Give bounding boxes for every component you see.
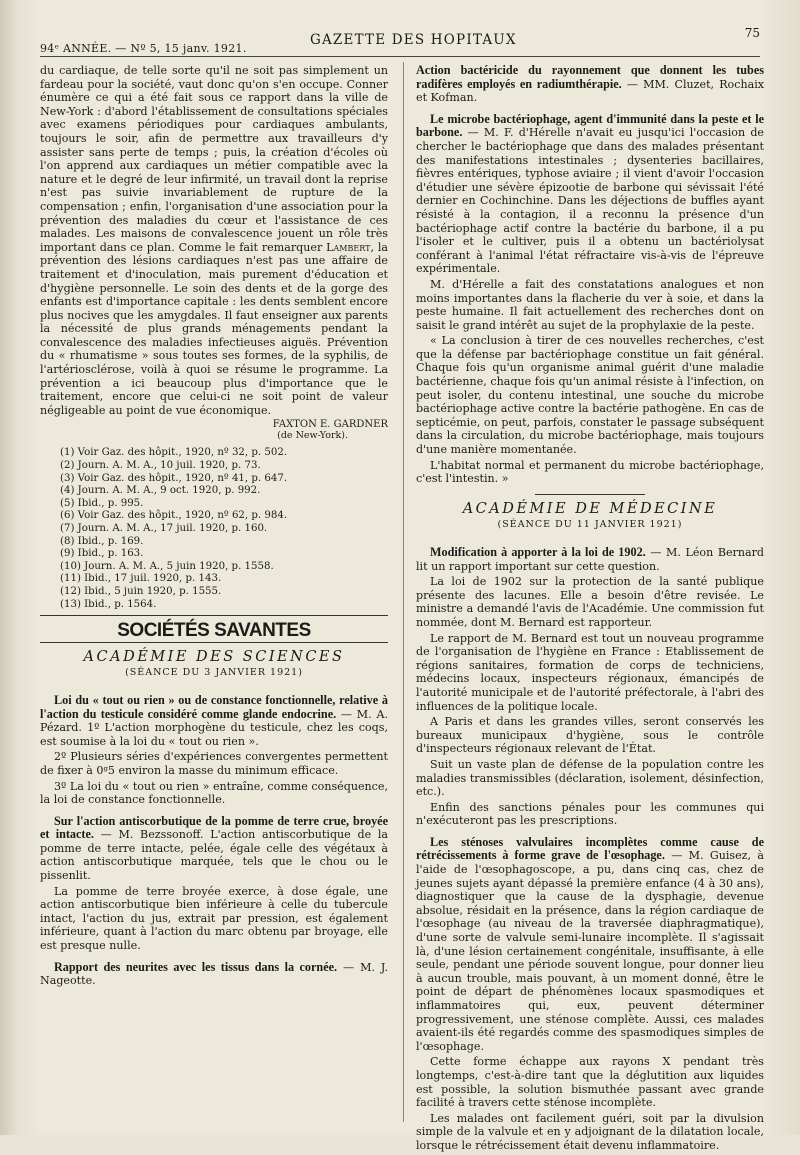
footnote: (3) Voir Gaz. des hôpit., 1920, nº 41, p. 647. [60, 472, 288, 484]
gardner-text-cont: , la prévention des lésions cardiaques n'est pas une affaire de traitement et d'inoculation, mais purement d'éducation et d'hygiène personnelle. Le soin des dents et de la gorge des enfants est d'importance capitale : les dents semblent encore plus nocives que les amygdales. Il faut enseigner aux parents la nécessité de plus grands ménagements pendant la convalescence des maladies infectieuses aiguës. Prévention du « rhumatisme » sous toutes ses formes, de la syphilis, de l'artériosclérose, voilà à quoi se résume le programme. La prévention a ici beaucoup plus d'importance que le traitement, encore que celui-ci ne soit point de valeur négligeable au point de vue économique. [40, 240, 389, 417]
antiscorb-heading: Sur l'action antiscorbutique de la pomme de terre crue, broyée et intacte. [40, 813, 388, 842]
microbe-p3: « La conclusion à tirer de ces nouvelles recherches, c'est que la défense par bactériophage constitue un fait général. Chaque fois qu'un organisme animal guérit d'une maladie bactérienne, chaque fois qu'un animal résiste à l'infection, on peut isoler, du contenu intestinal, une souche du microbe bactériophage active contre la bactérie pathogène. En cas de septicémie, on peut, parfois, constater le passage subséquent dans la circulation, du microbe bactériophage, mais toujours d'une manière momentanée. [416, 334, 764, 457]
footnote: (12) Ibid., 5 juin 1920, p. 1555. [60, 585, 222, 597]
stenoses-p3: Les malades ont facilement guéri, soit par la divulsion simple de la valvule et en y adjoignant de la dilatation locale, lorsque le rétrécissement était devenu inflammatoire. [416, 1111, 764, 1152]
microbe-heading: Le microbe bactériophage, agent d'immunité dans la peste et le barbone. [416, 111, 764, 140]
footnotes [60, 447, 388, 611]
footnote: (5) Ibid., p. 995. [60, 497, 144, 509]
section-title: SOCIÉTÉS SAVANTES [117, 620, 311, 642]
loi-article [40, 694, 388, 748]
right-column [416, 64, 764, 1155]
neurites-heading: Rapport des neurites avec les tissus dans la cornée. [54, 959, 338, 974]
loi-heading: Loi du « tout ou rien » ou de constance fonctionnelle, relative à l'action du testicule considéré comme glande endocrine. [40, 692, 388, 721]
footnote: (2) Journ. A. M. A., 10 juil. 1920, p. 73. [60, 460, 261, 472]
loi-p1: 1º L'action morphogène du testicule, chez les coqs, est soumise à la loi du « tout ou rien ». [40, 721, 389, 748]
footnote: (6) Voir Gaz. des hôpit., 1920, nº 62, p. 984. [60, 510, 288, 522]
loi-p2: 2º Plusieurs séries d'expériences convergentes permettent de fixer à 0ᵍ5 environ la masse du minimum efficace. [40, 750, 388, 777]
loi-p3: 3º La loi du « tout ou rien » entraîne, comme conséquence, la loi de constance fonctionnelle. [40, 779, 388, 807]
modif-article [416, 546, 764, 573]
antiscorb-p1: L'action antiscorbutique de la pomme de terre intacte, pelée, égale celle des végétaux à action antiscorbutique marquée, tels que le chou ou le pissenlit. [40, 828, 389, 883]
header-rule [40, 56, 760, 57]
modif-p5: Suit un vaste plan de défense de la population contre les maladies transmissibles (déclaration, isolement, désinfection, etc.). [416, 757, 764, 799]
footnote: (1) Voir Gaz. des hôpit., 1920, nº 32, p. 502. [60, 447, 288, 459]
academy-medecine-title: ACADÉMIE DE MÉDECINE [462, 500, 718, 517]
footnote: (7) Journ. A. M. A., 17 juil. 1920, p. 160. [60, 523, 268, 534]
stenoses-p1: à l'aide de l'œsophagoscope, a pu, dans cinq cas, chez de jeunes sujets ayant dépassé la première enfance (4 à 30 ans), diagnostiquer que la cause de la dysphagie, devenue absolue, résidait en la présence, dans la région cardiaque de l'œsophage (au niveau de la traversée diaphragmatique), d'une sorte de valvule semi-lunaire incomplète. Il s'agissait là, d'une lésion certainement congénitale, insuffisante, à elle seule, pendant une période souvent longue, pour donner lieu à aucun trouble, mais pouvant, à un moment donné, être le point de départ de phénomènes locaux spasmodiques et inflammatoires qui, eux, peuvent déterminer progressivement, une sténose complète. Aussi, ces malades avaient-ils été regardés comme des spasmodiques simples de l'œsophage. [416, 849, 764, 1053]
footnote: (13) Ibid., p. 1564. [60, 598, 157, 610]
modif-heading: Modification à apporter à la loi de 1902. [430, 545, 646, 559]
action-heading: Action bactéricide du rayonnement que donnent les tubes radifères employés en radiumthérapie. [416, 63, 764, 91]
antiscorb-author: — M. Bezssonoff. [93, 828, 211, 842]
microbe-author: — M. F. d'Hérelle [462, 126, 576, 140]
stenoses-article [416, 836, 764, 1054]
gardner-article-body [40, 64, 388, 417]
journal-title: GAZETTE DES HOPITAUX [310, 32, 517, 48]
stenoses-p2: Cette forme échappe aux rayons X pendant très longtemps, c'est-à-dire tant que la déglutition aux liquides est possible, la solution bismuthée passant avec grande facilité à travers cette sténose incomplète. [416, 1055, 764, 1110]
signature [40, 419, 388, 441]
action-article [416, 64, 764, 105]
footnote: (9) Ibid., p. 163. [60, 548, 144, 560]
footnote: (8) Ibid., p. 169. [60, 535, 144, 547]
page-header [40, 26, 760, 55]
seance-medecine: (SÉANCE DU 11 JANVIER 1921) [497, 519, 683, 531]
microbe-p4: L'habitat normal et permanent du microbe bactériophage, c'est l'intestin. » [416, 458, 764, 486]
signature-name: FAXTON E. GARDNER [272, 419, 388, 431]
modif-p3: Le rapport de M. Bernard est tout un nouveau programme de l'organisation de l'hygiène en France : Etablissement de régions sanitaires, formation de corps de techniciens, médecins locaux, inspecteurs régionaux, émancipés de l'autorité municipale et de l'autorité préfectorale, à l'abri des influences de la politique locale. [416, 631, 764, 713]
footnote: (10) Journ. A. M. A., 5 juin 1920, p. 1558. [60, 560, 274, 572]
separator-rule [535, 494, 645, 495]
stenoses-heading: Les sténoses valvulaires incomplètes comme cause de rétrécissements à forme grave de l'œsophage. [416, 834, 764, 863]
neurites-author: — M. J. Nageotte. [40, 960, 389, 988]
modif-p1: lit un rapport important sur cette question. [416, 559, 660, 573]
modif-author: — M. Léon Bernard [645, 546, 764, 559]
section-rule-bottom [40, 642, 388, 643]
antiscorb-article [40, 815, 388, 883]
gardner-text: du cardiaque, de telle sorte qu'il ne soit pas simplement un fardeau pour la société, vaut donc qu'on s'en occupe. Conner énumère ce qui a été fait sous ce rapport dans la ville de New-York : d'abord l'établissement de consultations spéciales avec examens périodiques pour cardiaques ambulants, toujours le soir, afin de permettre aux travailleurs d'y assister sans perte de temps ; puis, la création d'écoles où l'on apprend aux cardiaques un métier compatible avec la nature et le degré de leur infirmité, un travail dont la reprise n'est pas suivie invariablement de rupture de la compensation ; enfin, l'organisation d'une association pour la prévention des maladies du cœur et l'assistance de ces malades. Les maisons de convalescence jouent un rôle très important dans ce plan. Comme le fait remarquer [40, 64, 388, 254]
footnote: (11) Ibid., 17 juil. 1920, p. 143. [60, 573, 222, 585]
loi-author: — M. A. Pézard. [40, 707, 388, 735]
stenoses-author: — M. Guisez, [664, 849, 758, 863]
author-lambert: Lambert [326, 240, 371, 254]
signature-org: (de New-York). [277, 430, 348, 442]
left-column [40, 64, 388, 990]
section-rule-top [40, 615, 388, 616]
action-authors: — MM. Cluzet, Rochaix et Kofman. [416, 77, 765, 105]
column-divider [403, 62, 404, 1122]
academy-sciences-title: ACADÉMIE DES SCIENCES [83, 648, 345, 665]
modif-p4: A Paris et dans les grandes villes, seront conservés les bureaux municipaux d'hygiène, sous le contrôle d'inspecteurs régionaux relevant de l'État. [416, 715, 764, 756]
modif-p6: Enfin des sanctions pénales pour les communes qui n'exécuteront pas les prescriptions. [416, 800, 764, 828]
page-number: 75 [744, 26, 760, 40]
seance-sciences: (SÉANCE DU 3 JANVIER 1921) [125, 667, 303, 679]
neurites-article [40, 961, 388, 988]
microbe-p2: M. d'Hérelle a fait des constatations analogues et non moins importantes dans la flacherie du ver à soie, et dans la peste humaine. Il fait actuellement des recherches dont on saisit le grand intérêt au sujet de la prophylaxie de la peste. [416, 277, 764, 332]
antiscorb-p2: La pomme de terre broyée exerce, à dose égale, une action antiscorbutique bien inférieure à celle du tubercule intact, l'action du jus, extrait par pression, est également inférieure, quant à l'action du marc obtenu par broyage, elle est presque nulle. [40, 884, 388, 953]
microbe-article [416, 113, 764, 276]
microbe-p1: n'avait eu jusqu'ici l'occasion de chercher le bactériophage que dans des malades présentant des manifestations intestinales ; dysenteries bacillaires, fièvres entériques, typhose aviaire ; il vient d'avoir l'occasion d'étudier une sévère épizootie de barbone qui sévissait l'été dernier en Cochinchine. Dans les déjections de buffles ayant résisté à la contagion, il a reconnu la présence d'un bactériophage actif contre la bactérie du barbone, il a pu l'isoler et le cultiver, puis il a obtenu un bactériolysat conférant à l'animal l'état réfractaire vis-à-vis de l'épreuve expérimentale. [416, 126, 764, 276]
issue-line: 94ᵉ ANNÉE. — Nº 5, 15 janv. 1921. [40, 42, 247, 55]
modif-p2: La loi de 1902 sur la protection de la santé publique présente des lacunes. Elle a besoin d'être revisée. Le ministre a demandé l'avis de l'Académie. Une commission fut nommée, dont M. Bernard est rapporteur. [416, 575, 764, 629]
footnote: (4) Journ. A. M. A., 9 oct. 1920, p. 992. [60, 485, 261, 497]
